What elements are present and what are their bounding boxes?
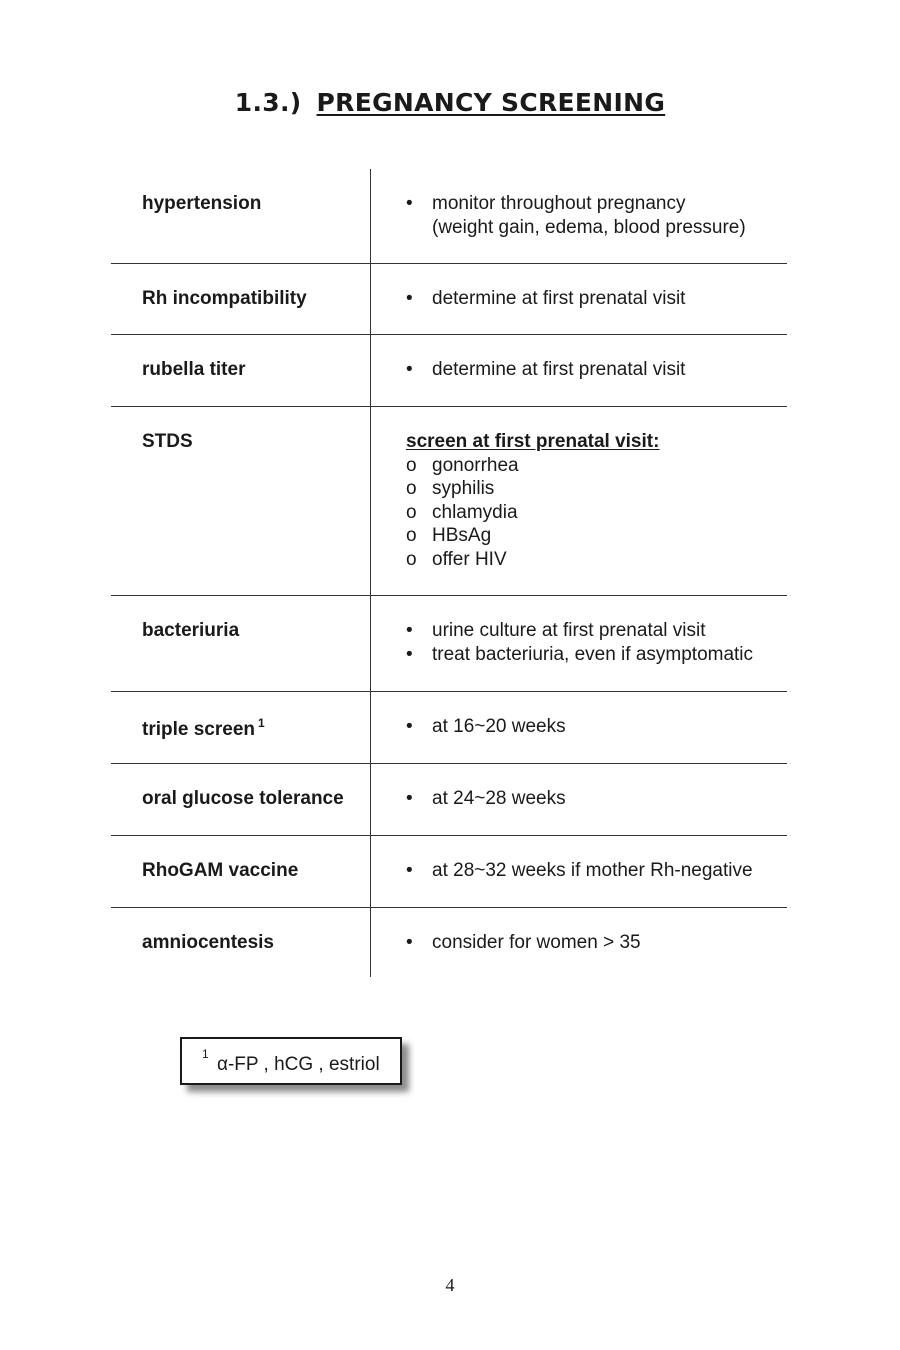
list-item: • at 28~32 weeks if mother Rh-negative: [406, 860, 753, 881]
bullet-icon: •: [406, 716, 413, 737]
list-header: screen at first prenatal visit:: [406, 431, 660, 452]
table-row-rubella-titer: [111, 335, 787, 407]
footnote-box: [180, 1037, 402, 1085]
bullet-icon: •: [406, 860, 413, 881]
list-item: o HBsAg: [406, 525, 492, 546]
bullet-icon: •: [406, 932, 413, 953]
bullet-icon: •: [406, 288, 413, 309]
list-item: • determine at first prenatal visit: [406, 288, 686, 309]
table-row-stds: [111, 407, 787, 596]
row-label: Rh incompatibility: [142, 288, 307, 309]
row-label: bacteriuria: [142, 620, 240, 641]
list-item: o syphilis: [406, 478, 495, 499]
section-title: PREGNANCY SCREENING: [316, 88, 666, 117]
row-label: oral glucose tolerance: [142, 788, 344, 809]
section-number: 1.3.): [234, 88, 302, 117]
screening-table: [111, 169, 787, 977]
bullet-icon: •: [406, 788, 413, 809]
row-label: triple screen $^1$: [142, 716, 265, 740]
page-title: [0, 88, 900, 117]
list-item: • monitor throughout pregnancy (weight gain, edema, blood pressure): [406, 193, 746, 238]
row-label: RhoGAM vaccine: [142, 860, 299, 881]
table-row-amniocentesis: [111, 908, 787, 977]
table-row-rhogam-vaccine: [111, 836, 787, 908]
footnote-marker: 1: [258, 716, 265, 730]
bullet-icon: •: [406, 643, 413, 665]
list-item: • urine culture at first prenatal visit: [406, 620, 706, 641]
circle-bullet-icon: o: [406, 478, 417, 499]
list-item: o gonorrhea: [406, 454, 519, 476]
circle-bullet-icon: o: [406, 548, 417, 570]
bullet-icon: •: [406, 359, 413, 380]
list-item: • determine at first prenatal visit: [406, 359, 686, 380]
row-label: rubella titer: [142, 359, 246, 380]
row-label: amniocentesis: [142, 932, 274, 953]
row-label: hypertension: [142, 193, 262, 214]
page-number: 4: [445, 1275, 455, 1295]
list-item: o offer HIV: [406, 548, 507, 570]
table-row-oral-glucose-tolerance: [111, 764, 787, 836]
table-row-hypertension: [111, 169, 787, 264]
table-row-triple-screen: [111, 692, 787, 764]
list-item: o chlamydia: [406, 501, 518, 523]
list-item: • at 24~28 weeks: [406, 788, 566, 809]
list-item: • treat bacteriuria, even if asymptomatic: [406, 643, 754, 665]
table-row-rh-incompatibility: [111, 264, 787, 335]
circle-bullet-icon: o: [406, 501, 417, 523]
circle-bullet-icon: o: [406, 454, 417, 476]
footnote-number: 1: [202, 1047, 209, 1061]
bullet-icon: •: [406, 620, 413, 641]
row-label: STDS: [142, 431, 193, 452]
list-item: • consider for women > 35: [406, 932, 641, 953]
bullet-icon: •: [406, 193, 413, 214]
footnote-text: α-FP , hCG , estriol: [217, 1054, 380, 1075]
list-item: • at 16~20 weeks: [406, 716, 566, 737]
circle-bullet-icon: o: [406, 525, 417, 546]
table-row-bacteriuria: [111, 596, 787, 692]
